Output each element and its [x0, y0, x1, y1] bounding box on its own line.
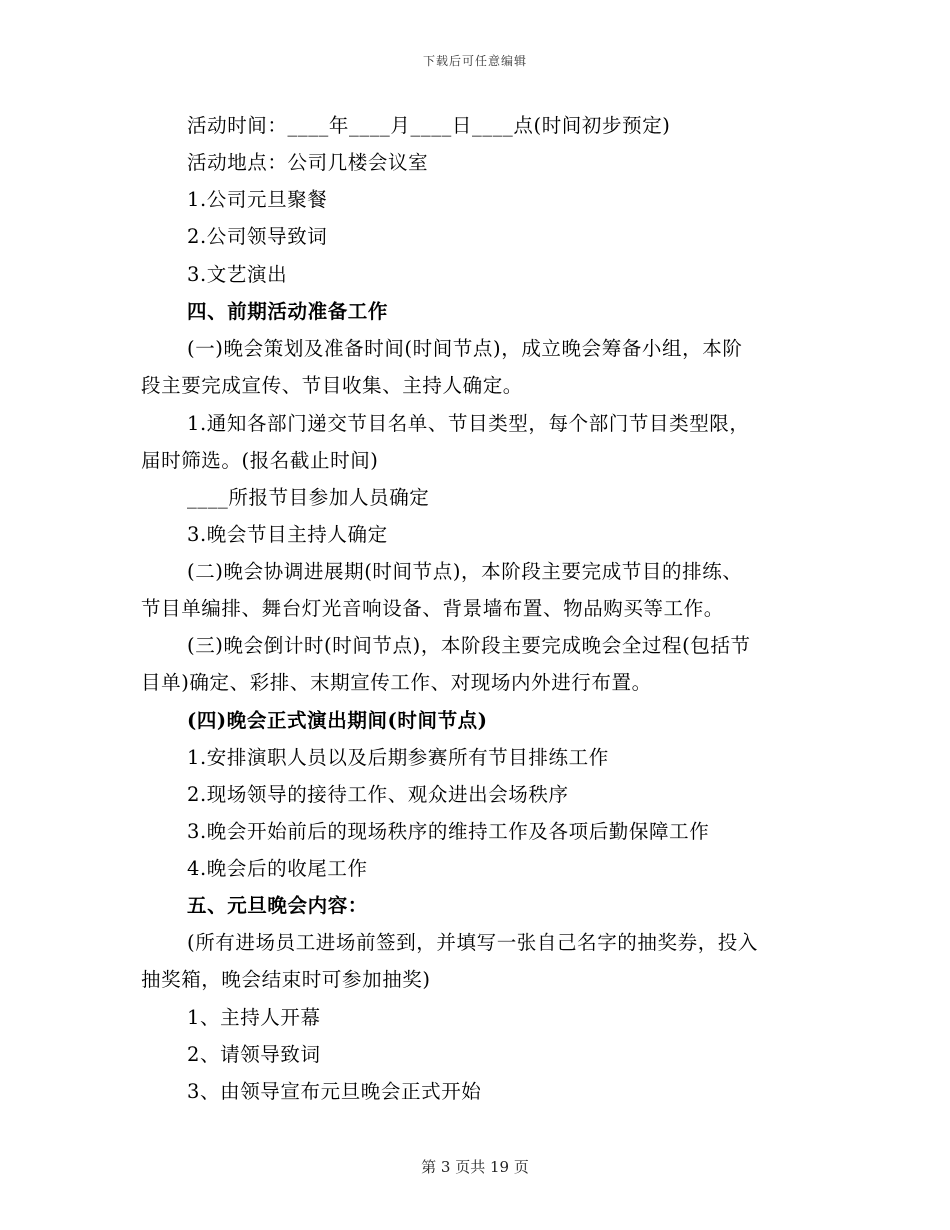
body-text-line: 1.安排演职人员以及后期参赛所有节目排练工作	[187, 746, 609, 769]
body-text-line: 2.公司领导致词	[187, 225, 328, 248]
body-text-line: 1.通知各部门递交节目名单、节目类型，每个部门节目类型限，	[187, 412, 750, 435]
body-text-line: 2、请领导致词	[187, 1043, 321, 1066]
body-text-line: ____所报节目参加人员确定	[187, 486, 430, 509]
body-text-line: 3、由领导宣布元旦晚会正式开始	[187, 1080, 482, 1103]
body-text-line: 1、主持人开幕	[187, 1006, 321, 1029]
page-header: 下载后可任意编辑	[422, 54, 527, 68]
body-text-line: 3.文艺演出	[187, 263, 288, 286]
body-text-line: 活动时间：____年____月____日____点(时间初步预定)	[187, 114, 671, 137]
body-text-line: 3.晚会开始前后的现场秩序的维持工作及各项后勤保障工作	[187, 820, 710, 843]
body-text-line: 段主要完成宣传、节目收集、主持人确定。	[141, 374, 523, 397]
body-text-line: 活动地点：公司几楼会议室	[187, 151, 429, 174]
body-text-line: 1.公司元旦聚餐	[187, 188, 328, 211]
page-footer: 第 3 页共 19 页	[421, 1158, 529, 1176]
body-text-line: 目单)确定、彩排、末期宣传工作、对现场内外进行布置。	[141, 671, 652, 694]
section-heading: (四)晚会正式演出期间(时间节点)	[187, 709, 488, 732]
body-text-line: (所有进场员工进场前签到，并填写一张自己名字的抽奖券，投入	[187, 931, 759, 954]
body-text-line: 2.现场领导的接待工作、观众进出会场秩序	[187, 783, 569, 806]
body-text-line: 届时筛选。(报名截止时间)	[141, 449, 379, 472]
body-text-line: 节目单编排、舞台灯光音响设备、背景墙布置、物品购买等工作。	[141, 597, 724, 620]
section-heading: 五、元旦晚会内容：	[187, 894, 368, 917]
body-text-line: 3.晚会节目主持人确定	[187, 523, 388, 546]
body-text-line: 抽奖箱，晚会结束时可参加抽奖)	[141, 968, 431, 991]
body-text-line: 4.晚会后的收尾工作	[187, 857, 368, 880]
section-heading: 四、前期活动准备工作	[187, 300, 389, 323]
body-text-line: (二)晚会协调进展期(时间节点)，本阶段主要完成节目的排练、	[187, 560, 743, 583]
body-text-line: (一)晚会策划及准备时间(时间节点)，成立晚会筹备小组，本阶	[187, 337, 743, 360]
body-text-line: (三)晚会倒计时(时间节点)，本阶段主要完成晚会全过程(包括节	[187, 634, 751, 657]
